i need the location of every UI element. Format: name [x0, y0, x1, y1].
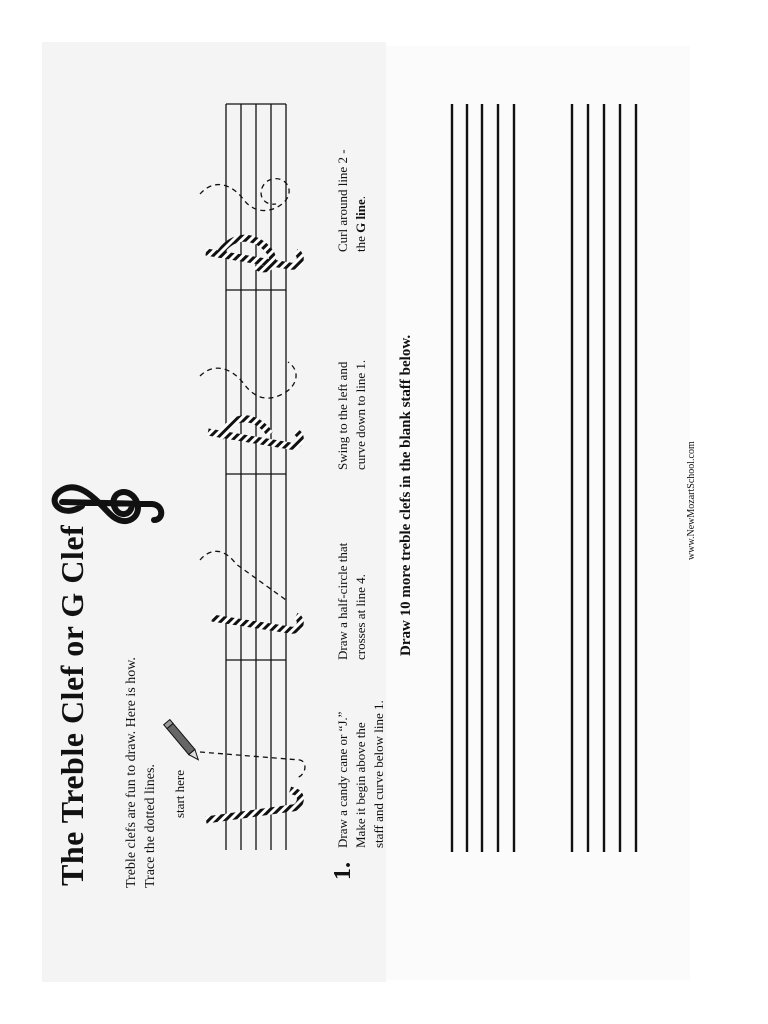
step-2-line-2: crosses at line 4. — [353, 574, 368, 660]
intro-line-2: Trace the dotted lines. — [143, 764, 158, 888]
step-3-clef-drawing — [200, 362, 300, 446]
step-1-line-3: staff and curve below line 1. — [371, 700, 386, 848]
step-4-clef-drawing — [200, 179, 300, 269]
intro-line-1: Treble clefs are fun to draw. Here is how. — [124, 657, 139, 888]
practice-staff-2 — [572, 104, 636, 852]
g-line-bold: G line — [353, 199, 368, 233]
demo-staff — [226, 104, 286, 850]
step-1-clef-drawing — [200, 752, 305, 820]
step-4-line-1: Curl around line 2 - — [335, 149, 350, 252]
step-number: 1. — [330, 862, 356, 880]
practice-staff-1 — [452, 104, 514, 852]
page-title: The Treble Clef or G Clef — [54, 524, 90, 886]
step-1-line-2: Make it begin above the — [353, 722, 368, 848]
treble-clef-icon — [55, 487, 162, 521]
start-here-label: start here — [172, 769, 187, 818]
step-4-prefix: the — [353, 232, 368, 252]
step-3-line-1: Swing to the left and — [335, 361, 350, 470]
step-1-line-1: Draw a candy cane or “J.” — [335, 711, 350, 848]
step-3-line-2: curve down to line 1. — [353, 359, 368, 470]
step-2-line-1: Draw a half-circle that — [335, 542, 350, 660]
website-credit: www.NewMozartSchool.com — [686, 441, 697, 560]
step-4-suffix: . — [353, 196, 368, 200]
step-2-clef-drawing — [200, 551, 300, 630]
pencil-icon — [164, 720, 202, 763]
practice-instruction: Draw 10 more treble clefs in the blank staff below. — [398, 334, 414, 656]
